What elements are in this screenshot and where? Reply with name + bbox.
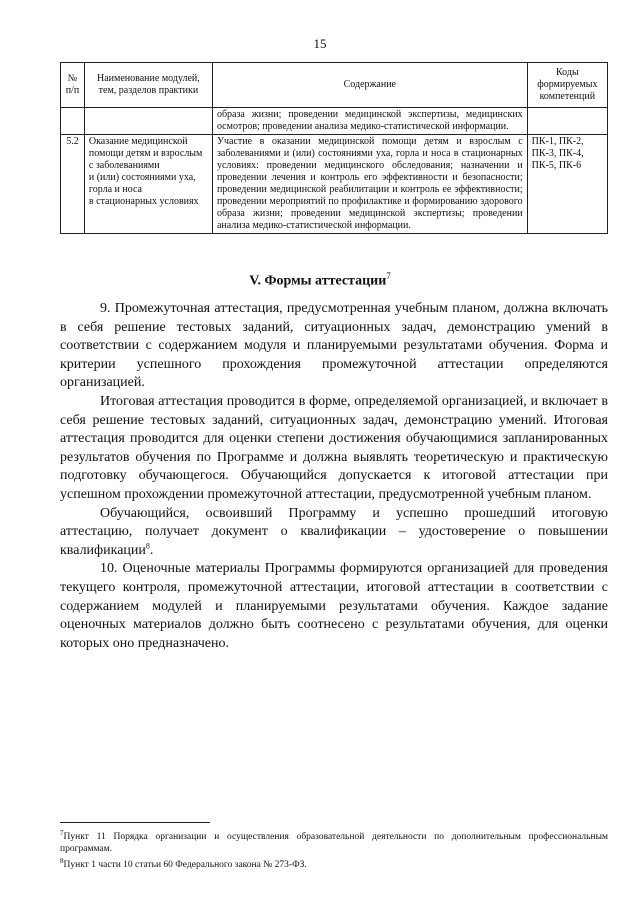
name-line: в стационарных условиях [88, 196, 199, 207]
page-number: 15 [313, 36, 327, 51]
footnote-ref: 8 [145, 541, 150, 551]
paragraph-final-attestation: Итоговая аттестация проводится в форме, определяемой организацией, и включает в себя решение тестовых заданий, ситуационных задач, демонстрацию умений. Итоговая аттестация проводится для оценки степени достижения обучающимися запланированных результатов обучения по Программе и должна выявлять теоретическую и практическую подготовку обучающегося. Обучающийся допускается к итоговой аттестации при успешном прохождении промежуточной аттестации, предусмотренной учебным планом. [60, 393, 608, 502]
name-line: помощи детям и взрослым [88, 148, 203, 159]
code-line: ПК-5, ПК-6 [531, 160, 582, 171]
table-row-continuation [61, 108, 608, 135]
name-line: горла и носа [88, 184, 142, 195]
paragraph-qualification-document [60, 505, 608, 561]
curriculum-table [60, 62, 608, 234]
footnote-text: Пункт 11 Порядка организации и осуществления образовательной деятельности по дополнительным профессиональным программам. [60, 832, 608, 855]
header-name: Наименование модулей, тем, разделов практики [84, 63, 212, 108]
footnote-ref: 7 [386, 271, 391, 281]
paragraph-text: Обучающийся, освоивший Программу и успешно прошедший итоговую аттестацию, получает документ о квалификации – удостоверение о повышении квалификации [60, 505, 608, 558]
cell-content: Участие в оказании медицинской помощи детям и взрослым с заболеваниями и (или) состояниями уха, горла и носа в стационарных условиях: проведении медицинского обследования; назначении и проведении лечения и контроль его эффективности и безопасности; проведении медицинской реабилитации и контроль ее эффективности; проведении мероприятий по профилактике и формированию здорового образа жизни; проведении медицинской экспертизы; проведении анализа медико-статистической информации. [212, 135, 527, 234]
footnote [60, 855, 608, 871]
body-text [60, 300, 608, 653]
footnote-text: Пункт 1 части 10 статьи 60 Федерального закона № 273-ФЗ. [63, 860, 307, 871]
code-line: ПК-1, ПК-2, [531, 136, 584, 147]
cell-num: 5.2 [61, 135, 85, 234]
name-line: Оказание медицинской [88, 136, 188, 147]
code-line: ПК-3, ПК-4, [531, 148, 584, 159]
paragraph-intermediate-attestation: 9. Промежуточная аттестация, предусмотренная учебным планом, должна включать в себя решение тестовых заданий, ситуационных задач, демонстрацию умений в соответствии с содержанием модуля и планируемыми результатами обучения. Форма и критерии успешного прохождения промежуточной аттестации определяются организацией. [60, 301, 608, 391]
cell-name [84, 108, 212, 135]
paragraph-assessment-materials: 10. Оценочные материалы Программы формируются организацией для проведения текущего контроля, промежуточной аттестации, итоговой аттестации в соответствии с содержанием модулей и планируемыми результатами обучения. Каждое задание оценочных материалов должно быть соотнесено с результатами обучения, для оценки которых оно предназначено. [60, 561, 608, 651]
footnote-mark: 8 [60, 857, 64, 866]
header-codes: Коды формируемых компетенций [527, 63, 607, 108]
footnotes [60, 827, 608, 871]
section-title: V. Формы аттестации [249, 273, 387, 289]
footnote [60, 827, 608, 855]
name-line: с заболеваниями [88, 160, 160, 171]
cell-name [84, 135, 212, 234]
name-line: и (или) состояниями уха, [88, 172, 196, 183]
section-heading [0, 271, 640, 290]
footnote-divider [60, 822, 210, 823]
cell-content: образа жизни; проведении медицинской экспертизы, медицинских осмотров; проведении анализа медико-статистической информации. [212, 108, 527, 135]
cell-codes [527, 135, 607, 234]
header-content: Содержание [212, 63, 527, 108]
cell-codes [527, 108, 607, 135]
footnote-mark: 7 [60, 829, 64, 837]
table-header-row [61, 63, 608, 108]
table-row [61, 135, 608, 234]
paragraph-end: . [149, 542, 154, 558]
header-num: № п/п [61, 63, 85, 108]
cell-num [61, 108, 85, 135]
